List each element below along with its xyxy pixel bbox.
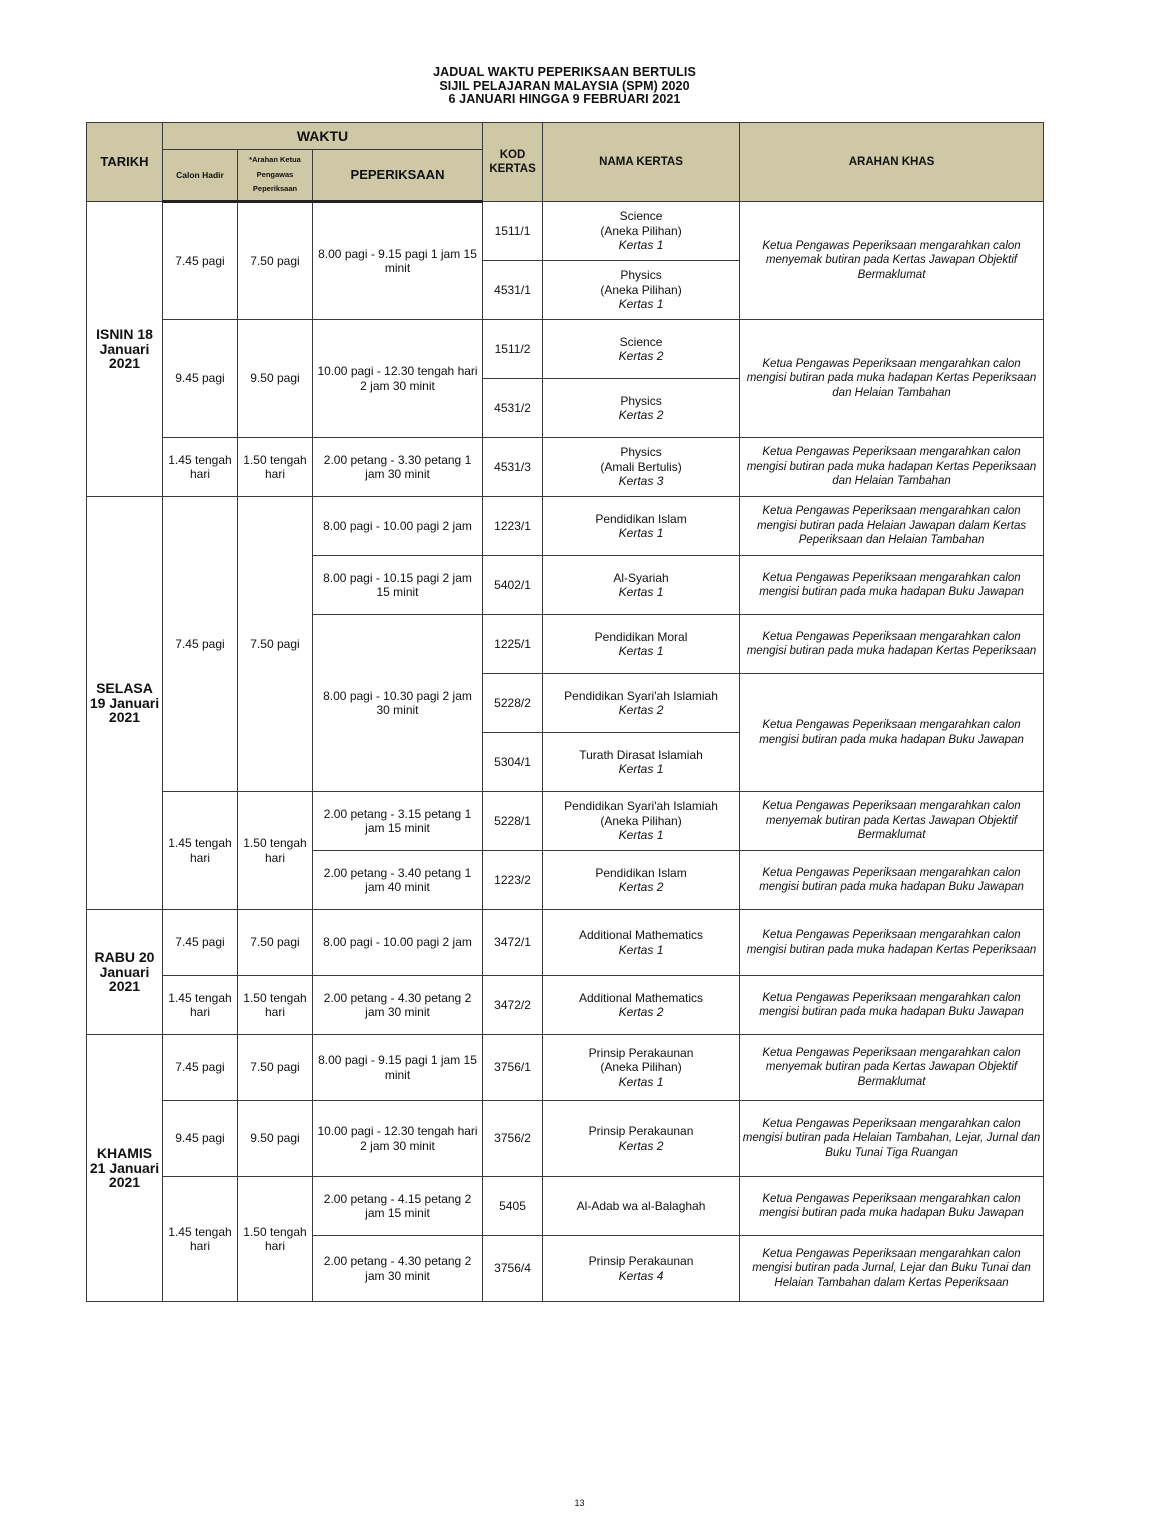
- arahan-khas-cell: Ketua Pengawas Peperiksaan mengarahkan calon mengisi butiran pada Helaian Jawapan dalam Kertas Peperiksaan dan Helaian Tambahan: [740, 497, 1044, 556]
- paper-name-cell: [543, 615, 740, 674]
- paper-name: Physics: [620, 445, 662, 460]
- exam-time-cell: 8.00 pagi - 9.15 pagi 1 jam 15 minit: [313, 1035, 483, 1101]
- exam-time-cell: 8.00 pagi - 10.30 pagi 2 jam 30 minit: [313, 615, 483, 792]
- paper-code-cell: 1223/2: [483, 851, 543, 910]
- paper-sub: (Aneka Pilihan): [600, 282, 682, 297]
- paper-name-cell: [543, 1177, 740, 1236]
- title-line-1: JADUAL WAKTU PEPERIKSAAN BERTULIS: [433, 65, 696, 79]
- exam-time-cell: 2.00 petang - 4.30 petang 2 jam 30 minit: [313, 976, 483, 1035]
- paper-code-cell: 4531/2: [483, 379, 543, 438]
- paper-name: Prinsip Perakaunan: [588, 1045, 694, 1060]
- table-row: [87, 202, 1044, 261]
- paper-name-cell: [543, 438, 740, 497]
- paper-name: Pendidikan Islam: [595, 511, 687, 526]
- paper-name: Prinsip Perakaunan: [588, 1124, 694, 1138]
- arahan-khas-cell: Ketua Pengawas Peperiksaan mengarahkan calon mengisi butiran pada muka hadapan Buku Jawapan: [740, 556, 1044, 615]
- table-row: [87, 1035, 1044, 1101]
- arahan-khas-cell: Ketua Pengawas Peperiksaan mengarahkan calon mengisi butiran pada muka hadapan Buku Jawapan: [740, 851, 1044, 910]
- arahan-khas-cell: Ketua Pengawas Peperiksaan mengarahkan calon menyemak butiran pada Kertas Jawapan Objektif Bermaklumat: [740, 1035, 1044, 1101]
- exam-time-cell: 2.00 petang - 3.15 petang 1 jam 15 minit: [313, 792, 483, 851]
- arahan-ketua-cell: 1.50 tengah hari: [238, 792, 313, 910]
- header-kod-kertas: KOD KERTAS: [483, 123, 543, 202]
- date-cell-khamis: KHAMIS 21 Januari 2021: [87, 1035, 163, 1302]
- paper-code-cell: 5228/1: [483, 792, 543, 851]
- arahan-ketua-cell: 1.50 tengah hari: [238, 438, 313, 497]
- paper-kertas: Kertas 3: [618, 474, 664, 489]
- table-row: [87, 1177, 1044, 1236]
- title-line-2: SIJIL PELAJARAN MALAYSIA (SPM) 2020: [439, 78, 690, 93]
- paper-kertas: Kertas 1: [618, 942, 664, 957]
- exam-time-cell: 8.00 pagi - 10.00 pagi 2 jam: [313, 497, 483, 556]
- arahan-ketua-cell: 7.50 pagi: [238, 202, 313, 320]
- exam-time-cell: 10.00 pagi - 12.30 tengah hari 2 jam 30 minit: [313, 1101, 483, 1177]
- header-calon-hadir: Calon Hadir: [163, 150, 238, 202]
- header-arahan-ketua: *Arahan Ketua Pengawas Peperiksaan: [238, 150, 313, 202]
- paper-name: Al-Syariah: [613, 570, 669, 585]
- paper-name: Physics: [620, 268, 662, 283]
- paper-kertas: Kertas 1: [618, 238, 664, 253]
- table-row: [87, 792, 1044, 851]
- paper-code-cell: 5304/1: [483, 733, 543, 792]
- paper-kertas: Kertas 2: [618, 880, 664, 894]
- paper-name: Prinsip Perakaunan: [588, 1254, 694, 1268]
- paper-name-cell: [543, 1236, 740, 1302]
- paper-name-cell: [543, 674, 740, 733]
- title-line-3: 6 JANUARI HINGGA 9 FEBRUARI 2021: [448, 92, 681, 106]
- paper-name: Science: [619, 334, 663, 349]
- paper-kertas: Kertas 1: [618, 762, 664, 776]
- arahan-khas-cell: Ketua Pengawas Peperiksaan mengarahkan calon mengisi butiran pada muka hadapan Buku Jawapan: [740, 1177, 1044, 1236]
- calon-hadir-cell: 9.45 pagi: [163, 320, 238, 438]
- paper-name: Science: [619, 209, 663, 224]
- calon-hadir-cell: 7.45 pagi: [163, 497, 238, 792]
- paper-name: Pendidikan Islam: [595, 865, 687, 880]
- header-nama-kertas: NAMA KERTAS: [543, 123, 740, 202]
- paper-code-cell: 3756/4: [483, 1236, 543, 1302]
- header-arahan-khas: ARAHAN KHAS: [740, 123, 1044, 202]
- arahan-khas-cell: Ketua Pengawas Peperiksaan mengarahkan calon mengisi butiran pada Helaian Tambahan, Lejar, Jurnal dan Buku Tunai Tiga Ruangan: [740, 1101, 1044, 1177]
- exam-time-cell: 2.00 petang - 4.15 petang 2 jam 15 minit: [313, 1177, 483, 1236]
- paper-code-cell: 4531/3: [483, 438, 543, 497]
- paper-code-cell: 4531/1: [483, 261, 543, 320]
- document-title: [0, 66, 1129, 107]
- arahan-khas-cell: Ketua Pengawas Peperiksaan mengarahkan calon mengisi butiran pada muka hadapan Kertas Peperiksaan: [740, 615, 1044, 674]
- table-row: [87, 497, 1044, 556]
- paper-name: Al-Adab wa al-Balaghah: [576, 1198, 706, 1213]
- paper-code-cell: 3472/2: [483, 976, 543, 1035]
- paper-name-cell: [543, 556, 740, 615]
- paper-kertas: Kertas 2: [618, 408, 664, 422]
- arahan-ketua-cell: 9.50 pagi: [238, 320, 313, 438]
- exam-time-cell: 2.00 petang - 3.30 petang 1 jam 30 minit: [313, 438, 483, 497]
- table-row: [87, 910, 1044, 976]
- calon-hadir-cell: 9.45 pagi: [163, 1101, 238, 1177]
- paper-name: Additional Mathematics: [579, 990, 704, 1005]
- paper-kertas: Kertas 1: [618, 1074, 664, 1089]
- paper-code-cell: 3756/2: [483, 1101, 543, 1177]
- paper-name-cell: [543, 379, 740, 438]
- date-cell-isnin: ISNIN 18 Januari 2021: [87, 202, 163, 497]
- paper-name: Turath Dirasat Islamiah: [579, 747, 703, 762]
- arahan-ketua-cell: 7.50 pagi: [238, 1035, 313, 1101]
- paper-kertas: Kertas 2: [618, 1005, 664, 1019]
- paper-name: Additional Mathematics: [579, 928, 704, 942]
- paper-name-cell: [543, 202, 740, 261]
- arahan-khas-cell: Ketua Pengawas Peperiksaan mengarahkan calon menyemak butiran pada Kertas Jawapan Objektif Bermaklumat: [740, 202, 1044, 320]
- header-waktu: WAKTU: [163, 123, 483, 150]
- arahan-ketua-cell: 9.50 pagi: [238, 1101, 313, 1177]
- table-row: [87, 320, 1044, 379]
- exam-time-cell: 8.00 pagi - 10.15 pagi 2 jam 15 minit: [313, 556, 483, 615]
- calon-hadir-cell: 7.45 pagi: [163, 1035, 238, 1101]
- calon-hadir-cell: 1.45 tengah hari: [163, 792, 238, 910]
- paper-kertas: Kertas 2: [618, 1138, 664, 1153]
- paper-name-cell: [543, 851, 740, 910]
- paper-kertas: Kertas 1: [618, 644, 664, 658]
- paper-name-cell: [543, 792, 740, 851]
- paper-sub: (Aneka Pilihan): [600, 223, 682, 238]
- arahan-khas-cell: Ketua Pengawas Peperiksaan mengarahkan calon mengisi butiran pada muka hadapan Buku Jawapan: [740, 976, 1044, 1035]
- paper-name: Physics: [620, 393, 662, 408]
- paper-kertas: Kertas 1: [618, 526, 664, 540]
- arahan-khas-cell: Ketua Pengawas Peperiksaan mengarahkan calon mengisi butiran pada muka hadapan Buku Jawapan: [740, 674, 1044, 792]
- paper-code-cell: 5402/1: [483, 556, 543, 615]
- paper-name: Pendidikan Syari'ah Islamiah: [564, 799, 718, 814]
- calon-hadir-cell: 7.45 pagi: [163, 910, 238, 976]
- paper-kertas: Kertas 2: [618, 349, 664, 363]
- paper-sub: (Aneka Pilihan): [600, 1060, 682, 1075]
- paper-kertas: Kertas 4: [618, 1268, 664, 1283]
- exam-time-cell: 8.00 pagi - 10.00 pagi 2 jam: [313, 910, 483, 976]
- paper-sub: (Amali Bertulis): [600, 459, 682, 474]
- paper-name-cell: [543, 497, 740, 556]
- paper-kertas: Kertas 1: [618, 585, 664, 599]
- paper-code-cell: 1225/1: [483, 615, 543, 674]
- paper-code-cell: 5405: [483, 1177, 543, 1236]
- paper-name-cell: [543, 910, 740, 976]
- paper-code-cell: 1511/2: [483, 320, 543, 379]
- page-number: 13: [574, 1498, 585, 1508]
- arahan-khas-cell: Ketua Pengawas Peperiksaan mengarahkan calon mengisi butiran pada muka hadapan Kertas Peperiksaan: [740, 910, 1044, 976]
- exam-time-cell: 2.00 petang - 3.40 petang 1 jam 40 minit: [313, 851, 483, 910]
- arahan-khas-cell: Ketua Pengawas Peperiksaan mengarahkan calon menyemak butiran pada Kertas Jawapan Objektif Bermaklumat: [740, 792, 1044, 851]
- exam-time-cell: 8.00 pagi - 9.15 pagi 1 jam 15 minit: [313, 202, 483, 320]
- exam-timetable: [86, 122, 1044, 1302]
- calon-hadir-cell: 1.45 tengah hari: [163, 976, 238, 1035]
- paper-name-cell: [543, 976, 740, 1035]
- paper-kertas: Kertas 1: [618, 828, 664, 843]
- paper-code-cell: 1223/1: [483, 497, 543, 556]
- paper-kertas: Kertas 1: [618, 297, 664, 312]
- calon-hadir-cell: 7.45 pagi: [163, 202, 238, 320]
- paper-code-cell: 3756/1: [483, 1035, 543, 1101]
- calon-hadir-cell: 1.45 tengah hari: [163, 438, 238, 497]
- paper-kertas: Kertas 2: [618, 703, 664, 717]
- exam-time-cell: 10.00 pagi - 12.30 tengah hari 2 jam 30 minit: [313, 320, 483, 438]
- paper-name-cell: [543, 1101, 740, 1177]
- arahan-ketua-cell: 1.50 tengah hari: [238, 976, 313, 1035]
- paper-name-cell: [543, 1035, 740, 1101]
- paper-code-cell: 5228/2: [483, 674, 543, 733]
- table-row: [87, 438, 1044, 497]
- arahan-ketua-cell: 7.50 pagi: [238, 910, 313, 976]
- date-cell-selasa: SELASA 19 Januari 2021: [87, 497, 163, 910]
- table-row: [87, 976, 1044, 1035]
- arahan-khas-cell: Ketua Pengawas Peperiksaan mengarahkan calon mengisi butiran pada muka hadapan Kertas Peperiksaan dan Helaian Tambahan: [740, 438, 1044, 497]
- paper-name: Pendidikan Syari'ah Islamiah: [564, 688, 718, 703]
- table-row: [87, 1101, 1044, 1177]
- paper-code-cell: 1511/1: [483, 202, 543, 261]
- date-cell-rabu: RABU 20 Januari 2021: [87, 910, 163, 1035]
- paper-name-cell: [543, 733, 740, 792]
- arahan-khas-cell: Ketua Pengawas Peperiksaan mengarahkan calon mengisi butiran pada muka hadapan Kertas Peperiksaan dan Helaian Tambahan: [740, 320, 1044, 438]
- arahan-khas-cell: Ketua Pengawas Peperiksaan mengarahkan calon mengisi butiran pada Jurnal, Lejar dan Buku Tunai dan Helaian Tambahan dalam Kertas Peperiksaan: [740, 1236, 1044, 1302]
- calon-hadir-cell: 1.45 tengah hari: [163, 1177, 238, 1302]
- arahan-ketua-cell: 1.50 tengah hari: [238, 1177, 313, 1302]
- exam-time-cell: 2.00 petang - 4.30 petang 2 jam 30 minit: [313, 1236, 483, 1302]
- header-peperiksaan: PEPERIKSAAN: [313, 150, 483, 202]
- header-tarikh: TARIKH: [87, 123, 163, 202]
- paper-name-cell: [543, 320, 740, 379]
- arahan-ketua-cell: 7.50 pagi: [238, 497, 313, 792]
- paper-code-cell: 3472/1: [483, 910, 543, 976]
- paper-name-cell: [543, 261, 740, 320]
- paper-sub: (Aneka Pilihan): [600, 813, 682, 828]
- paper-name: Pendidikan Moral: [594, 629, 688, 644]
